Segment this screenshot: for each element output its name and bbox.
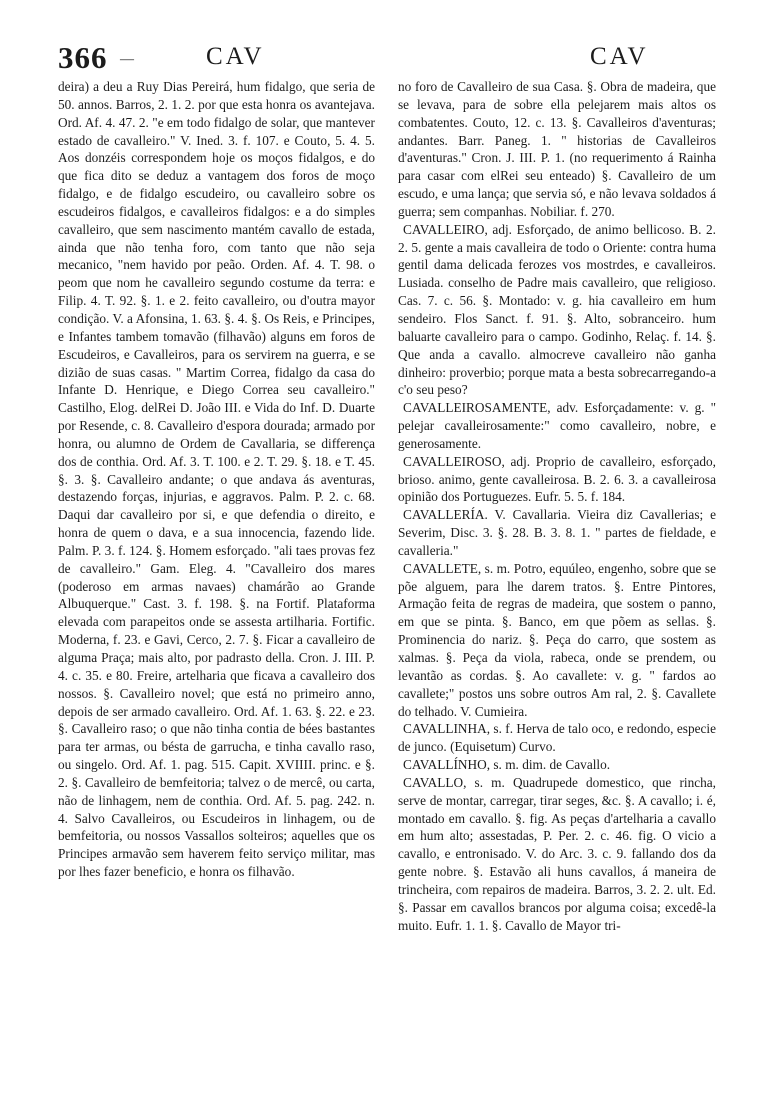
left-column: [58, 78, 375, 1078]
entry-paragraph: deira) a deu a Ruy Dias Pereirá, hum fidalgo, que seria de 50. annos. Barros, 2. 1. 2. por que esta honra os avantejava. Ord. Af. 4. 47. 2. "e em todo fidalgo de solar, que mantever estado de cavalleiro." V. Ined. 3. f. 107. e Couto, 5. 4. 5. Aos donzéis correspondem hoje os moços fidalgos, e do que fica dito se deduz a vantagem dos foros de moço fidalgo, e de fidalgo escudeiro, ou cavalleiro sobre os escudeiros fidalgos, e cavalleiros fidalgos: e a do simples cavalleiro, que sem nascimento mantém cavallo de estada, ainda que não tenha foro, com tanto que não seja mecanico, "nem havido por peão. Orden. Af. 4. T. 98. o peom que nom he cavalleiro segundo costume da terra: e Filip. 4. T. 92. §. 1. e 2. feito cavalleiro, ou d'outra mayor condição. V. a Afonsina, 1. 63. §. 4. §. Os Reis, e Principes, e Infantes tambem tomavão (filhavão) alguns em foros de Escudeiros, e Cavalleiros, para os servirem na guerra, e se dizião de suas casas. " Martim Correa, fidalgo da casa do Infante D. Henrique, e Diego Correa seu cavalleiro." Castilho, Elog. delRei D. João III. e Vida do Inf. D. Duarte por Resende, c. 8. Cavalleiro d'espora dourada; armado por honra, ou alumno de Ordem de Cavallaria, se differença dos de conthia. Ord. Af. 3. T. 100. e 2. T. 29. §. 18. e T. 45. §. 3. §. Cavalleiro andante; o que andava ás aventuras, destazendo forças, injurias, e aggravos. Palm. P. 2. c. 68. Daqui dar cavalleiro por si, e que defendia o direito, e honra de quem o dava, e a sua innocencia, fazendo lide. Palm. P. 3. f. 124. §. Homem esforçado. "ali taes provas fez de cavalleiro." Gam. Eleg. 4. "Cavalleiro dos mares (poderoso em armas navaes) chamárão ao Grande Albuquerque." Cast. 3. f. 198. §. na Fortif. Plataforma elevada com parapeitos onde se assesta artilharia. Fortific. Moderna, f. 23. e Gavi, Cerco, 2. 7. §. Ficar a cavalleiro de alguma Praça; mais alto, por padrasto della. Cron. J. III. P. 4. c. 35. e 80. Freire, artelharia que ficava a cavalleiro dos nossos. §. Cavalleiro novel; que está no primeiro anno, depois de ser armado cavalleiro. Ord. Af. 1. 63. §. 22. e 23. §. Cavalleiro raso; o que não tinha contia de bées bastantes para ter armas, ou bésta de garrucha, e tinha cavallo raso, ou singelo. Ord. Af. 1. pag. 515. Capit. XVIIII. princ. e §. 2. §. Cavalleiro de bemfeitoria; talvez o de mercê, ou carta, não de linhagem, nem de conthia. Ord. Af. 5. pag. 242. n. 4. Salvo Cavalleiros, ou Escudeiros in linhagem, ou de bemfeitoria, ou nossos Vassallos solteiros; aquelles que os Principes armavão sem haverem feito serviço militar, mas por lhes fazer beneficio, e honra os filhavão.: [58, 79, 375, 880]
header-dash: —: [120, 52, 134, 67]
entry-cavalleria: CAVALLERÍA. V. Cavallaria. Vieira diz Cavallerias; e Severim, Disc. 3. §. 28. B. 3. 8. 1. " partes de fieldade, e cavalleria.": [398, 507, 716, 558]
entry-cavallete: CAVALLETE, s. m. Potro, equúleo, engenho, sobre que se põe alguem, para lhe darem tratos. §. Entre Pintores, Armação feita de regras de madeira, que sostem o panno, em que se pinta. §. Banco, em que põem as sellas. §. Prominencia do nariz. §. Peça do carro, que sostem as xalmas. §. Peça da viola, rabeca, onde se prendem, ou levantão as cordas. §. Ao cavallete: v. g. " fardos ao cavallete;" postos uns sobre outros Am ral, 2. §. Cavallete do telhado. V. Cumieira.: [398, 560, 716, 719]
page-number: 366: [58, 40, 108, 75]
entry-cavalleiro-adj: CAVALLEIRO, adj. Esforçado, de animo bellicoso. B. 2. 2. 5. gente a mais cavalleira de todo o Oriente: contra huma gentil dama delicada ferozes vos mostrdes, e cavalleiros. Lusiada. conselho de Padre mais cavalleiro, que religioso. Cas. 7. c. 56. §. Montado: v. g. hia cavalleiro em hum sendeiro. Flos Sanct. f. 91. §. Alto, sobranceiro. hum baluarte cavalleiro para o campo. Godinho, Relaç. f. 14. §. Que anda a cavallo. almocreve cavalleiro não ganha dinheiro: proverbio; porque mata a besta sobrecarregando-a c'o seu peso?: [398, 221, 716, 398]
entry-cavallo: CAVALLO, s. m. Quadrupede domestico, que rincha, serve de montar, carregar, tirar seges, &c. §. A cavallo; i. é, montado em cavallo. §. fig. As peças d'artelharia a cavallo em hum alto; assestadas, P. Per. 2. c. 46. fig. O vicio a cavallo, e entronisado. V. do Arc. 3. c. 9. fallando dos da gente nobre. §. Estavão ali huns cavallos, á maneira de trincheira, com repairos de madeira. Barros, 3. 2. 2. ult. Ed. §. Passar em cavallos brancos por alguma coisa; excedê-la muito. Eufr. 1. 1. §. Cavallo de Mayor tri-: [398, 774, 716, 933]
entry-cavallinho: CAVALLÍNHO, s. m. dim. de Cavallo.: [403, 757, 611, 773]
entry-cavalleiroso: CAVALLEIROSO, adj. Proprio de cavalleiro, esforçado, brioso. animo, gente cavalleirosa. B. 2. 6. 3. a cavalleirosa opinião dos Portuguezes. Eufr. 5. 5. f. 184.: [398, 453, 716, 505]
entry-cavalleirosamente: CAVALLEIROSAMENTE, adv. Esforçadamente: v. g. " pelejar cavalleirosamente:" como cavalleiro, nobre, e generosamente.: [398, 400, 716, 451]
running-head-right: CAV: [590, 43, 649, 70]
page-header: [58, 40, 708, 74]
running-head-left: CAV: [206, 43, 265, 70]
entry-paragraph: no foro de Cavalleiro de sua Casa. §. Obra de madeira, que se levava, para de sobre ella pelejarem mais altos os combatentes. Couto, 12. c. 13. §. Cavalleiros d'aventuras; andantes. Barr. Paneg. 1. " historias de Cavalleiros d'aventuras." Cron. J. III. P. 1. (no requerimento á Rainha para casar com elRei seu enteado) §. Cavalleiro de um escudo, e uma lança; que servia só, e não levava soldados á guerra; sem companhas. Nobiliar. f. 270.: [398, 79, 716, 219]
right-column: [398, 78, 716, 1078]
entry-cavallinha: CAVALLINHA, s. f. Herva de talo oco, e redondo, especie de junco. (Equisetum) Curvo.: [398, 721, 716, 755]
